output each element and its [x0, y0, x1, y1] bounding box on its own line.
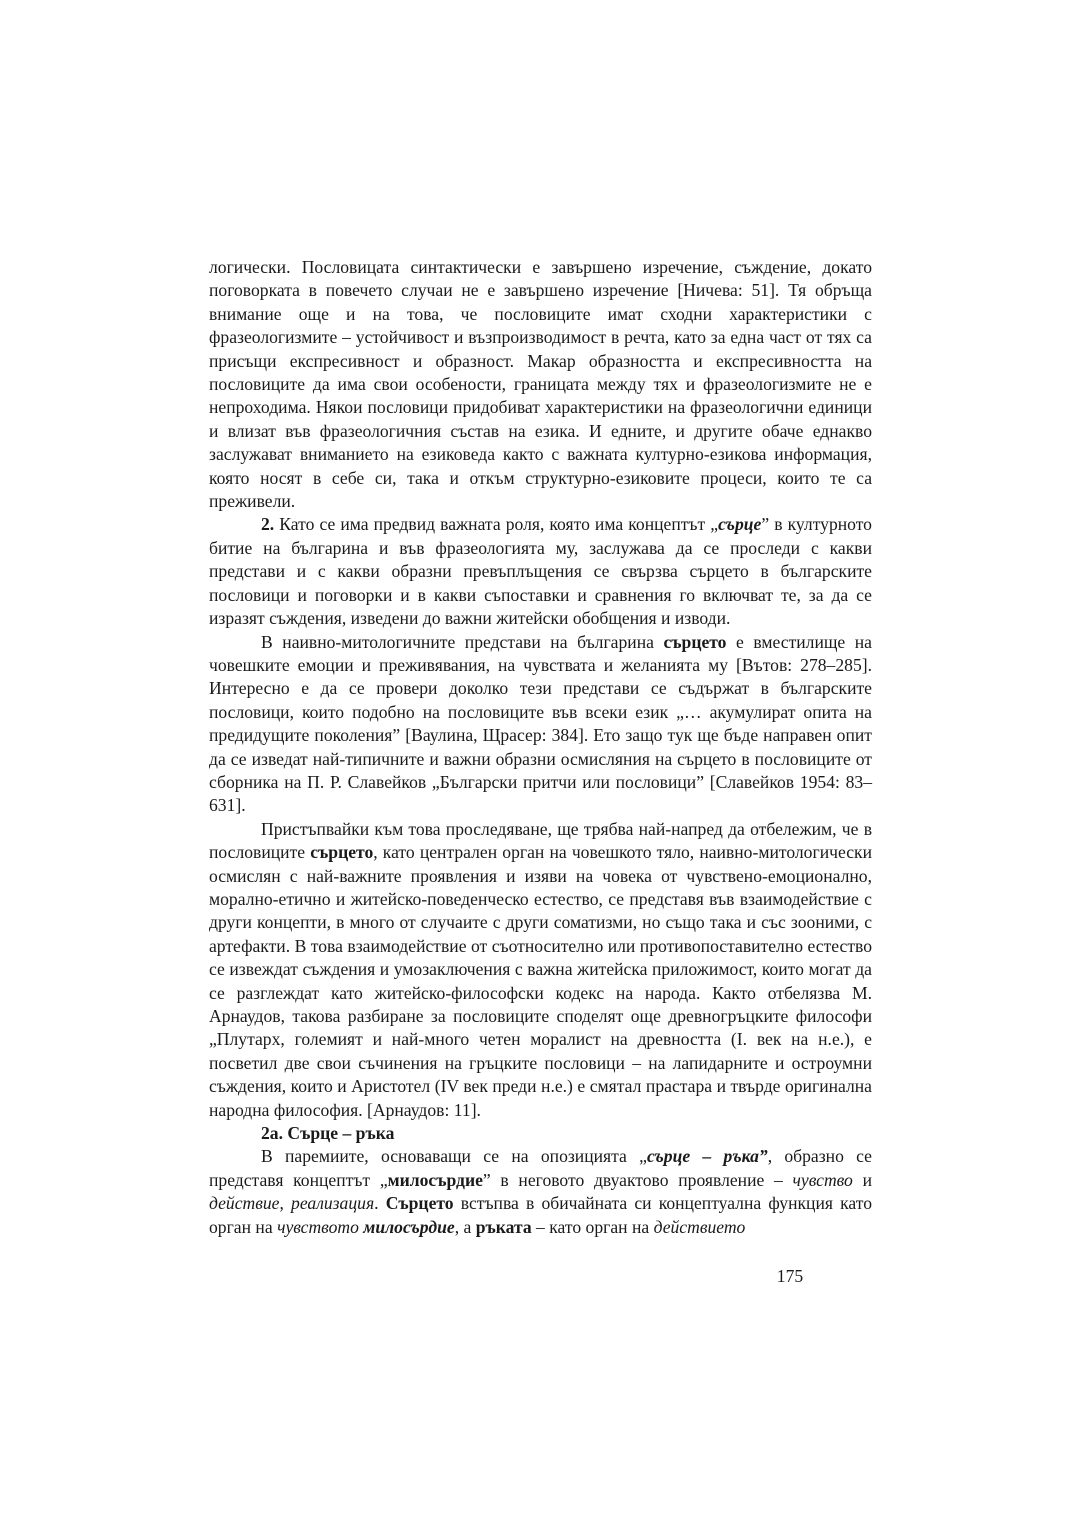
heading-2a [209, 1122, 872, 1145]
emphasis-text: сърце [718, 514, 762, 535]
text-segment: Като се има предвид важната роля, която има концептът „ [274, 514, 719, 535]
emphasis-text: сърце – ръка” [646, 1146, 768, 1167]
text-segment: действието [653, 1216, 746, 1237]
text-segment: , [279, 1193, 292, 1214]
emphasis-span [363, 1217, 454, 1237]
paragraph-continuation [209, 256, 872, 513]
text-segment: . [374, 1193, 386, 1214]
emphasis-span [718, 514, 761, 534]
text-segment: – като орган на [531, 1216, 654, 1237]
text-segment: Сърцето [385, 1193, 454, 1214]
text-segment: , като централен орган на човешкото тяло, наивно-митологически осмислян с най-важните проявления и изяви на човека от чувствено-емоционално, морално-етично и житейско-поведенческо естество, се представя във взаимодействие с други концепти, в много от случаите с други соматизми, но също така и със зооними, с артефакти. В това взаимодействие от съотносително или противопоставително естество се извеждат съждения и умозаключения с важна житейска приложимост, които могат да се разглеждат като житейско-философски кодекс на народа. Както отбелязва М. Арнаудов, такова разбиране за пословиците споделят още древногръцките философи „Плутарх, големият и най-много четен моралист на древността (I. век на н.е.), е посветил две свои съчинения на гръцките пословици – на лапидарните и остроумни съждения, които и Аристотел (IV век преди н.е.) е смятал прастара и твърде оригинална народна философия. [Арнаудов: 11]. [209, 842, 872, 1120]
text-segment: действие [209, 1193, 280, 1214]
text-segment: сърцето [310, 842, 374, 863]
text-segment: В наивно-митологичните представи на българина [261, 631, 664, 652]
text-segment: логически. Пословицата синтактически е завършено изречение, съждение, докато поговорката в повечето случаи не е завършено изречение [Ничева: 51]. Тя обръща внимание още и на това, че пословиците имат сходни характеристики с фразеологизмите – устойчивост и възпроизводимост в речта, като за една част от тях са присъщи експресивност и образност. Макар образността и експресивността на пословиците да има свои особености, границата между тях и фразеологизмите не е непроходима. Някои пословици придобиват характеристики на фразеологични единици и влизат във фразеологичния състав на езика. И едните, и другите обаче еднакво заслужават вниманието на езиковеда както с важната културно-езикова информация, която носят в себе си, така и откъм структурно-езиковите процеси, които те са преживели. [209, 257, 872, 512]
text-segment: ” в културното битие на българина и във фразеологията му, заслужава да се проследи с какви представи и с какви образни превъплъщения се свързва сърцето в българските пословици и поговорки и в какви съпоставки и сравнения го включват те, за да се изразят съждения, изведени до важни житейски обобщения и изводи. [209, 514, 872, 629]
text-segment: и [852, 1169, 872, 1190]
text-segment: 2. [261, 514, 275, 535]
text-segment: сърцето [663, 631, 727, 652]
paragraph-approach [209, 818, 872, 1122]
text-segment: В паремиите, основаващи се на опозицията „ [261, 1146, 647, 1167]
text-segment: , образно се представя концептът „ [209, 1146, 872, 1190]
emphasis-span [647, 1146, 768, 1166]
text-segment: ръката [475, 1216, 532, 1237]
paragraph-section-2 [209, 513, 872, 630]
text-segment: встъпва в обичайната си концептуална функция като орган на [209, 1193, 873, 1237]
text-segment: реализация [291, 1193, 375, 1214]
text-segment: 2а. Сърце – ръка [261, 1123, 395, 1144]
text-segment: чувство [792, 1169, 853, 1190]
text-segment: чувството [277, 1216, 359, 1237]
paragraph-section-2a [209, 1145, 872, 1239]
emphasis-text: милосърдие [363, 1216, 455, 1237]
paragraph-naive-mythology [209, 631, 872, 818]
text-segment: милосърдие [387, 1169, 483, 1190]
page-number: 175 [776, 1266, 804, 1286]
text-segment: е вместилище на човешките емоции и преживявания, на чувствата и желанията му [Вътов: 278–285]. Интересно е да се провери доколко тези представи се съдържат в българските пословици, които подобно на пословиците във всеки език „… акумулират опита на предидущите поколения” [Ваулина, Щрасер: 384]. Ето защо тук ще бъде направен опит да се изведат най-типичните и важни образни осмисляния на сърцето в пословиците от сборника на П. Р. Славейков „Български притчи или пословици” [Славейков 1954: 83–631]. [209, 631, 872, 816]
text-segment: ” в неговото двуактово проявление – [482, 1169, 793, 1190]
text-segment: Пристъпвайки към това проследяване, ще трябва най-напред да отбележим, че в пословиците [209, 818, 872, 863]
body-text [209, 256, 872, 1239]
text-segment: , а [454, 1216, 476, 1237]
